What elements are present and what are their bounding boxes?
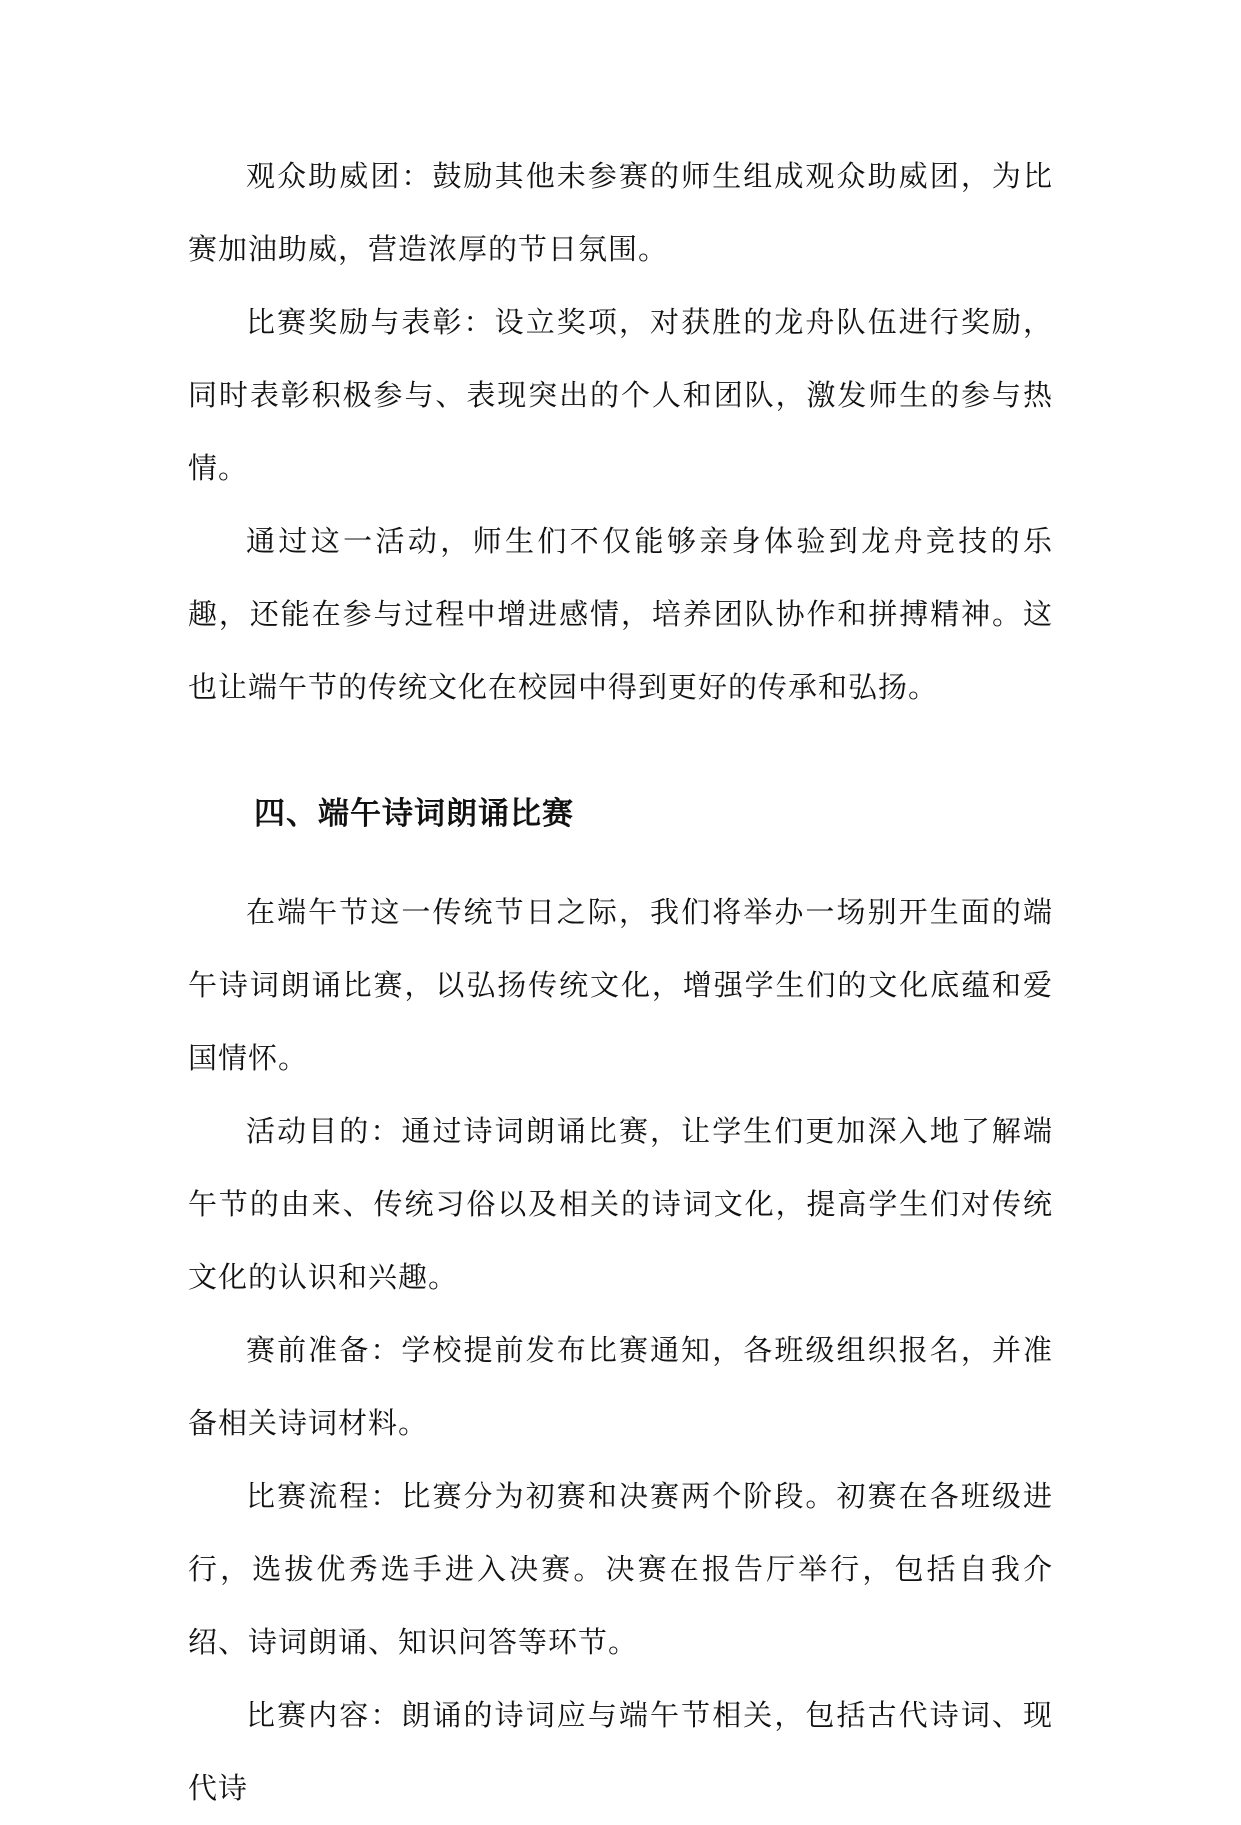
paragraph-preparation: 赛前准备：学校提前发布比赛通知，各班级组织报名，并准备相关诗词材料。 xyxy=(188,1333,1053,1440)
paragraph-audience-cheer-team: 观众助威团：鼓励其他未参赛的师生组成观众助威团，为比赛加油助威，营造浓厚的节日氛围。 xyxy=(188,159,1053,266)
paragraph-activity-summary: 通过这一活动，师生们不仅能够亲身体验到龙舟竞技的乐趣，还能在参与过程中增进感情，培养团队协作和拼搏精神。这也让端午节的传统文化在校园中得到更好的传承和弘扬。 xyxy=(188,524,1053,704)
paragraph-activity-purpose: 活动目的：通过诗词朗诵比赛，让学生们更加深入地了解端午节的由来、传统习俗以及相关的诗词文化，提高学生们对传统文化的认识和兴趣。 xyxy=(188,1114,1053,1294)
document-body xyxy=(188,140,1053,1825)
paragraph-competition-content: 比赛内容：朗诵的诗词应与端午节相关，包括古代诗词、现代诗 xyxy=(188,1698,1053,1805)
paragraph-competition-intro: 在端午节这一传统节日之际，我们将举办一场别开生面的端午诗词朗诵比赛，以弘扬传统文化，增强学生们的文化底蕴和爱国情怀。 xyxy=(188,895,1053,1075)
section-heading: 四、端午诗词朗诵比赛 xyxy=(254,796,574,832)
paragraph-awards-recognition: 比赛奖励与表彰：设立奖项，对获胜的龙舟队伍进行奖励，同时表彰积极参与、表现突出的个人和团队，激发师生的参与热情。 xyxy=(188,305,1053,485)
paragraph-competition-process: 比赛流程：比赛分为初赛和决赛两个阶段。初赛在各班级进行，选拔优秀选手进入决赛。决赛在报告厅举行，包括自我介绍、诗词朗诵、知识问答等环节。 xyxy=(188,1479,1053,1659)
